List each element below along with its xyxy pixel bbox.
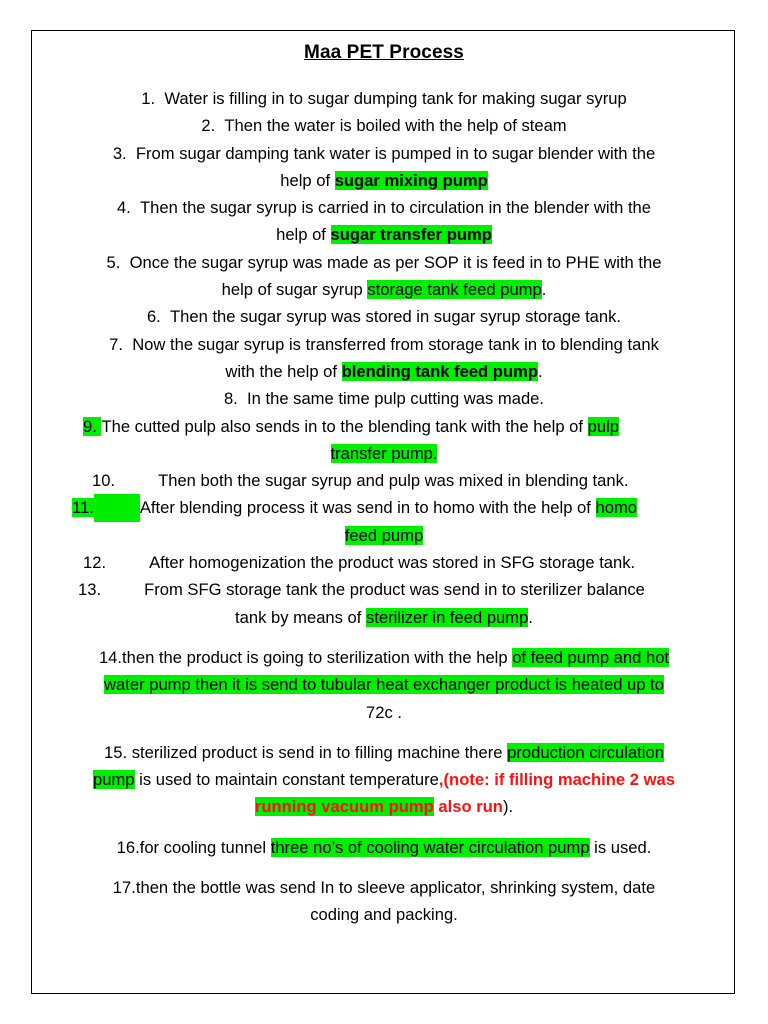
step-text: 72c . (366, 702, 402, 722)
step-text: From SFG storage tank the product was send in to sterilizer balance (144, 580, 645, 600)
step-number: 9. (83, 416, 97, 436)
process-steps (40, 85, 728, 929)
step-text: Now the sugar syrup is transferred from storage tank in to blending tank (132, 334, 659, 354)
step-14-continued (40, 671, 728, 698)
step-text: coding and packing. (310, 905, 458, 925)
step-number: 10. (92, 471, 116, 491)
step-number: 8. (223, 389, 238, 409)
step-text: After blending process it was send in to homo with the help of (139, 498, 596, 518)
step-text: is used. (589, 837, 652, 857)
step-1 (40, 85, 728, 112)
pump-highlight: transfer pump. (330, 443, 438, 463)
step-text: The cutted pulp also sends in to the blending tank with the help of (101, 416, 588, 436)
pump-highlight: sugar mixing pump (334, 170, 488, 190)
step-15 (40, 739, 728, 766)
step-number: 3. (112, 143, 127, 163)
step-14-end (40, 699, 728, 726)
step-9-continued (40, 440, 728, 467)
step-text: After homogenization the product was stored in SFG storage tank. (149, 553, 636, 573)
step-text: Once the sugar syrup was made as per SOP it is feed in to PHE with the (129, 252, 662, 272)
pump-highlight: water pump then it is send to tubular heat exchanger product is heated up to (104, 675, 664, 695)
step-text: with the help of (225, 361, 342, 381)
step-text: . (541, 280, 547, 300)
step-number: 2. (201, 116, 216, 136)
step-text: . (537, 361, 543, 381)
pump-highlight: production circulation (507, 742, 664, 762)
step-16 (40, 834, 728, 861)
step-17-continued (40, 901, 728, 928)
step-text: help of (276, 225, 331, 245)
step-15-continued (40, 766, 728, 793)
pump-highlight: sugar transfer pump (330, 225, 492, 245)
step-15-end (40, 793, 728, 820)
pump-highlight: homo (595, 498, 638, 518)
pump-highlight: sterilizer in feed pump (366, 607, 529, 627)
page-title: Maa PET Process (304, 42, 464, 63)
step-text: tank by means of (235, 607, 367, 627)
step-13 (40, 576, 728, 603)
step-number: 13. (78, 580, 102, 600)
step-number: 6. (146, 307, 161, 327)
step-3 (40, 140, 728, 167)
step-7-continued (40, 358, 728, 385)
step-text: 15. sterilized product is send in to filling machine there (104, 742, 508, 762)
step-text: In the same time pulp cutting was made. (247, 389, 545, 409)
step-text: 14.then the product is going to sterilization with the help (98, 647, 513, 667)
step-17 (40, 874, 728, 901)
step-text: ). (502, 797, 514, 817)
step-number: 12. (83, 553, 107, 573)
step-number: 11. (72, 498, 94, 518)
step-5-continued (40, 276, 728, 303)
step-9 (40, 413, 728, 440)
step-6 (40, 303, 728, 330)
pump-highlight: blending tank feed pump (341, 361, 538, 381)
pump-highlight: of feed pump and hot (512, 647, 670, 667)
step-11 (40, 494, 728, 521)
step-8 (40, 385, 728, 412)
step-text: Then the water is boiled with the help of steam (224, 116, 567, 136)
step-number: 4. (116, 198, 131, 218)
step-14 (40, 644, 728, 671)
step-12 (40, 549, 728, 576)
step-5 (40, 249, 728, 276)
step-11-continued (40, 522, 728, 549)
step-text: help of (280, 170, 335, 190)
step-4 (40, 194, 728, 221)
step-number: 5. (106, 252, 121, 272)
note-highlight: running vacuum pump (254, 797, 434, 817)
step-text: Water is filling in to sugar dumping tank for making sugar syrup (164, 89, 627, 108)
pump-highlight: feed pump (344, 525, 424, 545)
pump-highlight: pulp (587, 416, 619, 436)
step-10 (40, 467, 728, 494)
step-4-continued (40, 221, 728, 248)
step-text: . (528, 607, 533, 627)
step-text: help of sugar syrup (221, 280, 368, 300)
step-text: 16.for cooling tunnel (116, 837, 271, 857)
step-number: 1. (141, 89, 156, 108)
step-text: Then the sugar syrup was stored in sugar syrup storage tank. (170, 307, 622, 327)
step-text: is used to maintain constant temperature (134, 770, 439, 790)
step-3-continued (40, 167, 728, 194)
step-7 (40, 331, 728, 358)
step-number: 7. (109, 334, 123, 354)
note-text: also run (433, 797, 503, 817)
step-13-continued (40, 604, 728, 631)
note-text: ,(note: if filling machine 2 was (438, 770, 675, 790)
step-2 (40, 112, 728, 139)
step-text: From sugar damping tank water is pumped in to sugar blender with the (135, 143, 656, 163)
pump-highlight: pump (93, 770, 135, 790)
step-text: Then both the sugar syrup and pulp was mixed in blending tank. (158, 471, 629, 491)
step-text: 17.then the bottle was send In to sleeve applicator, shrinking system, date (112, 878, 656, 898)
pump-highlight: three no’s of cooling water circulation pump (270, 837, 590, 857)
pump-highlight: storage tank feed pump (367, 280, 542, 300)
step-text: Then the sugar syrup is carried in to circulation in the blender with the (140, 198, 652, 218)
